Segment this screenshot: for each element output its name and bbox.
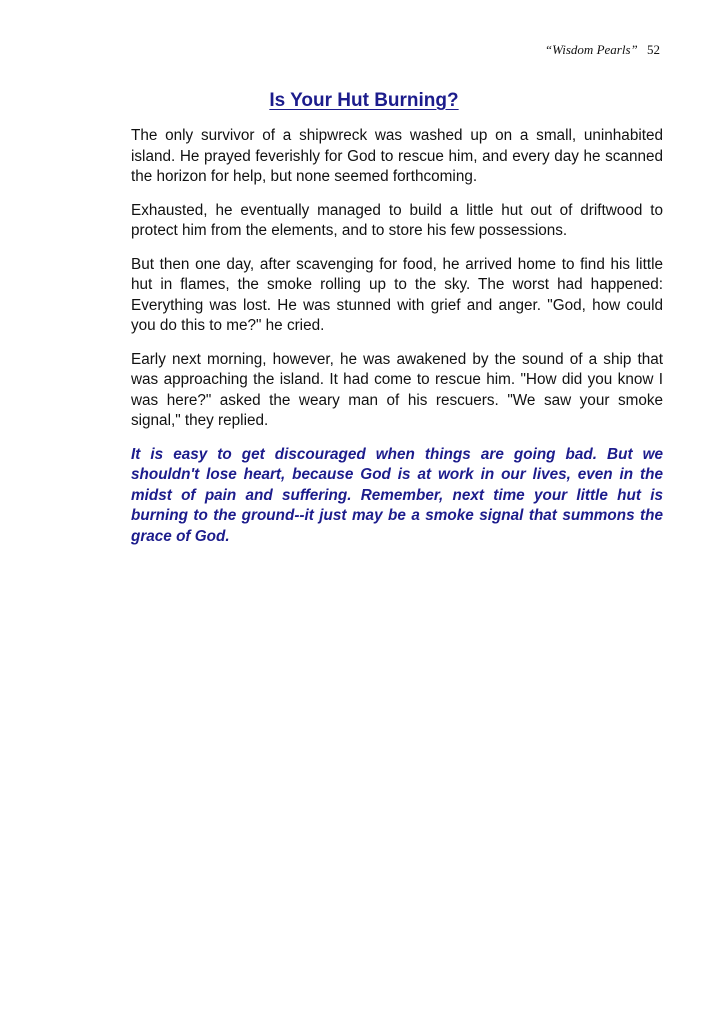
story-title: Is Your Hut Burning? xyxy=(269,90,459,111)
book-title: “Wisdom Pearls” xyxy=(544,42,638,57)
story-paragraph: Exhausted, he eventually managed to build a little hut out of driftwood to protect him from the elements, and to store his few possessions. xyxy=(131,201,663,239)
story-body xyxy=(131,126,663,560)
story-paragraph: The only survivor of a shipwreck was washed up on a small, uninhabited island. He prayed feverishly for God to rescue him, and every day he scanned the horizon for help, but none seemed forthcoming. xyxy=(131,127,663,185)
page-number: 52 xyxy=(647,42,660,57)
story-paragraph: But then one day, after scavenging for food, he arrived home to find his little hut in flames, the smoke rolling up to the sky. The worst had happened: Everything was lost. He was stunned with grief and anger. "God, how could you do this to me?" he cried. xyxy=(131,255,663,334)
story-moral: It is easy to get discouraged when things are going bad. But we shouldn't lose heart, because God is at work in our lives, even in the midst of pain and suffering. Remember, next time your little hut is burning to the ground--it just may be a smoke signal that summons the grace of God. xyxy=(131,445,663,545)
story-paragraph: Early next morning, however, he was awakened by the sound of a ship that was approaching the island. It had come to rescue him. "How did you know I was here?" asked the weary man of his rescuers. "We saw your smoke signal," they replied. xyxy=(131,350,663,429)
running-header xyxy=(545,42,660,58)
